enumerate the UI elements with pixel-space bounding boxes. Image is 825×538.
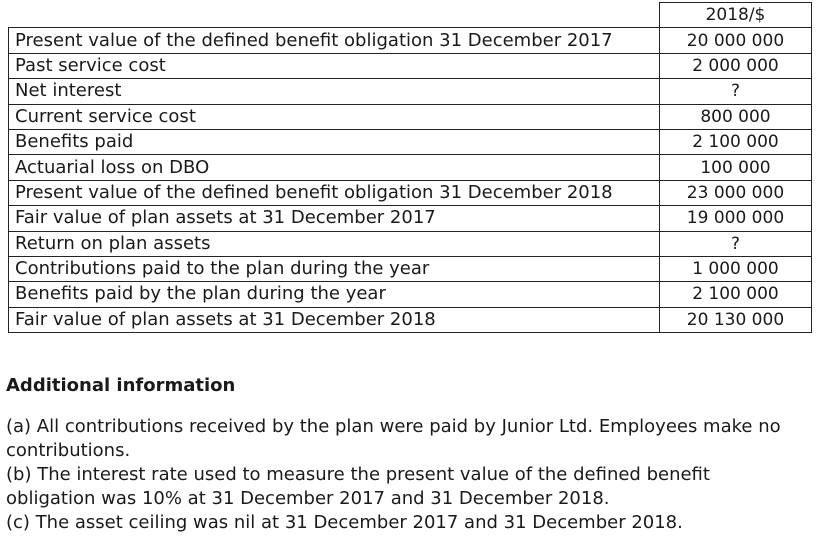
additional-notes [6,415,796,535]
row-label: Benefits paid by the plan during the year [9,282,660,307]
table-row [9,129,812,154]
row-label: Contributions paid to the plan during the year [9,256,660,281]
table-row [9,282,812,307]
table-row [9,104,812,129]
table-row [9,256,812,281]
table-row [9,53,812,78]
row-amount: 2 000 000 [659,53,811,78]
note-b: (b) The interest rate used to measure the present value of the defined benefit obligation was 10% at 31 December 2017 and 31 December 2018. [6,464,710,509]
table-row [9,307,812,332]
row-amount: 20 130 000 [659,307,811,332]
row-label: Current service cost [9,104,660,129]
row-amount: 800 000 [659,104,811,129]
row-amount: 1 000 000 [659,256,811,281]
column-header: 2018/$ [659,3,811,28]
table-row [9,231,812,256]
table-row [9,206,812,231]
header-blank-cell [9,3,660,28]
row-label: Net interest [9,79,660,104]
table-row [9,28,812,53]
note-a: (a) All contributions received by the plan were paid by Junior Ltd. Employees make no contributions. [6,416,781,461]
row-amount: ? [659,79,811,104]
row-amount: 23 000 000 [659,180,811,205]
row-label: Benefits paid [9,129,660,154]
row-amount: 19 000 000 [659,206,811,231]
row-label: Present value of the defined benefit obligation 31 December 2017 [9,28,660,53]
table-row [9,180,812,205]
row-amount: 20 000 000 [659,28,811,53]
pension-table [8,2,812,333]
row-label: Past service cost [9,53,660,78]
row-label: Fair value of plan assets at 31 December 2018 [9,307,660,332]
row-amount: 100 000 [659,155,811,180]
row-amount: 2 100 000 [659,129,811,154]
row-amount: 2 100 000 [659,282,811,307]
additional-information-heading: Additional information [6,375,236,396]
row-label: Fair value of plan assets at 31 December 2017 [9,206,660,231]
row-amount: ? [659,231,811,256]
table-row [9,79,812,104]
row-label: Present value of the defined benefit obligation 31 December 2018 [9,180,660,205]
table-row [9,155,812,180]
note-c: (c) The asset ceiling was nil at 31 December 2017 and 31 December 2018. [6,512,683,533]
row-label: Return on plan assets [9,231,660,256]
table-header-row [9,3,812,28]
row-label: Actuarial loss on DBO [9,155,660,180]
